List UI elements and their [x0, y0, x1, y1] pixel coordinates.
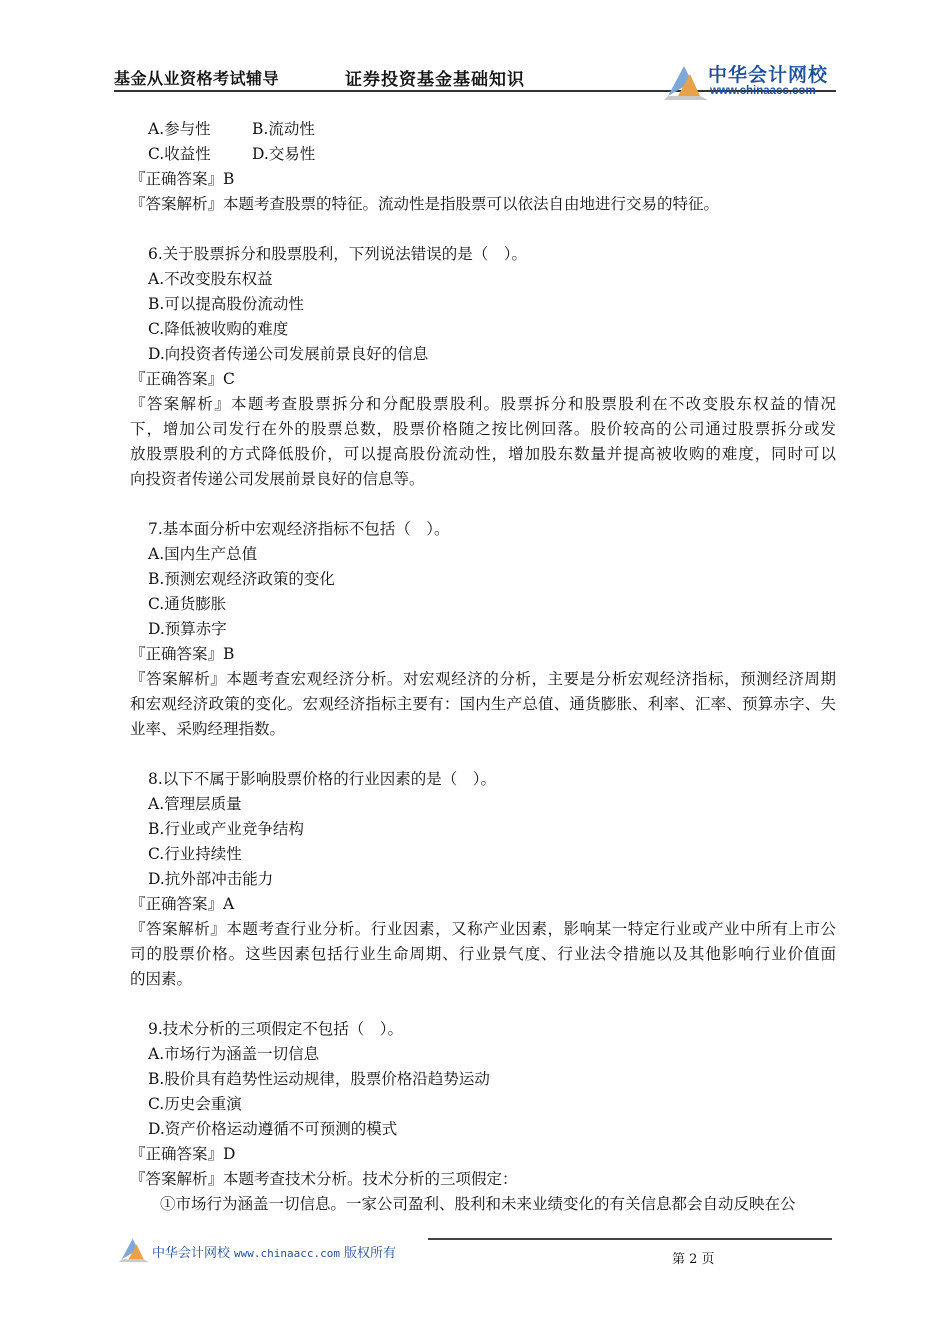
text-line [130, 867, 836, 892]
text-line [130, 767, 836, 792]
line-text: ①市场行为涵盖一切信息。一家公司盈利、股利和未来业绩变化的有关信息都会自动反映在公 [160, 1195, 796, 1213]
line-text: 6.关于股票拆分和股票股利，下列说法错误的是（ ）。 [148, 245, 528, 263]
line-text: C.收益性 [148, 145, 211, 163]
line-text: 『答案解析』本题考查宏观经济分析。对宏观经济的分析，主要是分析宏观经济指标，预测经济周期 [130, 670, 836, 688]
text-line [130, 1167, 836, 1192]
text-line [130, 417, 836, 442]
text-line [130, 392, 836, 417]
line-text: 『正确答案』B [130, 170, 235, 188]
text-line [130, 817, 836, 842]
line-text: 『正确答案』C [130, 370, 235, 388]
document-body [130, 117, 836, 1217]
blank-line [130, 492, 836, 517]
line-text: 『正确答案』A [130, 895, 235, 913]
text-line [130, 617, 836, 642]
text-line [130, 717, 836, 742]
option-text: B.流动性 [252, 120, 315, 138]
line-text: 业率、采购经理指数。 [130, 720, 286, 738]
text-line [130, 667, 836, 692]
text-line [130, 467, 836, 492]
text-line [130, 1192, 836, 1217]
line-text: A.国内生产总值 [148, 545, 258, 563]
option-text: D.交易性 [252, 145, 316, 163]
line-text: A.市场行为涵盖一切信息 [148, 1045, 320, 1063]
line-text: 向投资者传递公司发展前景良好的信息等。 [130, 470, 425, 488]
footer-rights: 版权所有 [343, 1246, 396, 1261]
text-line [130, 317, 836, 342]
line-text: 9.技术分析的三项假定不包括（ ）。 [148, 1020, 404, 1038]
line-text: D.预算赤字 [148, 620, 227, 638]
line-text: 的因素。 [130, 970, 193, 988]
text-line [130, 167, 836, 192]
line-text: B.可以提高股份流动性 [148, 295, 304, 313]
blank-line [130, 992, 836, 1017]
footer-divider [428, 1238, 832, 1240]
line-text: 放股票股利的方式降低股价，可以提高股份流动性，增加股东数量并提高被收购的难度，同时可以 [130, 445, 836, 463]
footer-url: www.chinaacc.com [234, 1247, 340, 1260]
text-line [130, 1092, 836, 1117]
line-text: B.预测宏观经济政策的变化 [148, 570, 335, 588]
header-course: 基金从业资格考试辅导 [114, 69, 280, 88]
text-line [130, 1117, 836, 1142]
line-text: A.参与性 [148, 120, 211, 138]
brand-logo [664, 60, 839, 100]
line-text: D.抗外部冲击能力 [148, 870, 274, 888]
text-line [130, 542, 836, 567]
line-text: D.向投资者传递公司发展前景良好的信息 [148, 345, 429, 363]
text-line [130, 1142, 836, 1167]
text-line [130, 967, 836, 992]
line-text: 7.基本面分析中宏观经济指标不包括（ ）。 [148, 520, 450, 538]
line-text: 和宏观经济政策的变化。宏观经济指标主要有：国内生产总值、通货膨胀、利率、汇率、预算赤字、失 [130, 695, 836, 713]
text-line [130, 642, 836, 667]
text-line [130, 117, 836, 142]
text-line [130, 367, 836, 392]
text-line [130, 192, 836, 217]
text-line [130, 342, 836, 367]
text-line [130, 792, 836, 817]
line-text: 『正确答案』D [130, 1145, 236, 1163]
text-line [130, 1042, 836, 1067]
text-line [130, 942, 836, 967]
logo-triangle-icon [664, 62, 708, 100]
footer-logo-icon [118, 1236, 150, 1262]
blank-line [130, 217, 836, 242]
blank-line [130, 742, 836, 767]
text-line [130, 892, 836, 917]
text-line [130, 692, 836, 717]
text-line [130, 292, 836, 317]
text-line [130, 1017, 836, 1042]
line-text: C.行业持续性 [148, 845, 242, 863]
logo-name: 中华会计网校 [708, 64, 829, 86]
line-text: C.历史会重演 [148, 1095, 242, 1113]
line-text: A.管理层质量 [148, 795, 242, 813]
text-line [130, 1067, 836, 1092]
line-text: B.股价具有趋势性运动规律，股票价格沿趋势运动 [148, 1070, 490, 1088]
text-line [130, 267, 836, 292]
line-text: B.行业或产业竞争结构 [148, 820, 304, 838]
logo-url: www.chinaacc.com [710, 85, 816, 97]
text-line [130, 442, 836, 467]
line-text: A.不改变股东权益 [148, 270, 273, 288]
text-line [130, 142, 836, 167]
line-text: D.资产价格运动遵循不可预测的模式 [148, 1120, 398, 1138]
line-text: 『答案解析』本题考查技术分析。技术分析的三项假定： [130, 1170, 518, 1188]
footer-copyright [152, 1242, 396, 1261]
line-text: 下，增加公司发行在外的股票总数，股票价格随之按比例回落。股价较高的公司通过股票拆分或发 [130, 420, 836, 438]
text-line [130, 567, 836, 592]
header-title: 证券投资基金基础知识 [345, 70, 525, 90]
line-text: 『正确答案』B [130, 645, 235, 663]
line-text: 『答案解析』本题考查股票的特征。流动性是指股票可以依法自由地进行交易的特征。 [130, 195, 720, 213]
text-line [130, 842, 836, 867]
page-number: 第 2 页 [672, 1252, 715, 1267]
line-text: C.通货膨胀 [148, 595, 227, 613]
text-line [130, 592, 836, 617]
text-line [130, 242, 836, 267]
line-text: 『答案解析』本题考查行业分析。行业因素，又称产业因素，影响某一特定行业或产业中所有上市公 [130, 920, 836, 938]
line-text: 8.以下不属于影响股票价格的行业因素的是（ ）。 [148, 770, 497, 788]
line-text: 司的股票价格。这些因素包括行业生命周期、行业景气度、行业法令措施以及其他影响行业价值面 [130, 945, 836, 963]
text-line [130, 517, 836, 542]
line-text: C.降低被收购的难度 [148, 320, 289, 338]
line-text: 『答案解析』本题考查股票拆分和分配股票股利。股票拆分和股票股利在不改变股东权益的情况 [130, 395, 836, 413]
footer-brand: 中华会计网校 [152, 1246, 231, 1261]
text-line [130, 917, 836, 942]
